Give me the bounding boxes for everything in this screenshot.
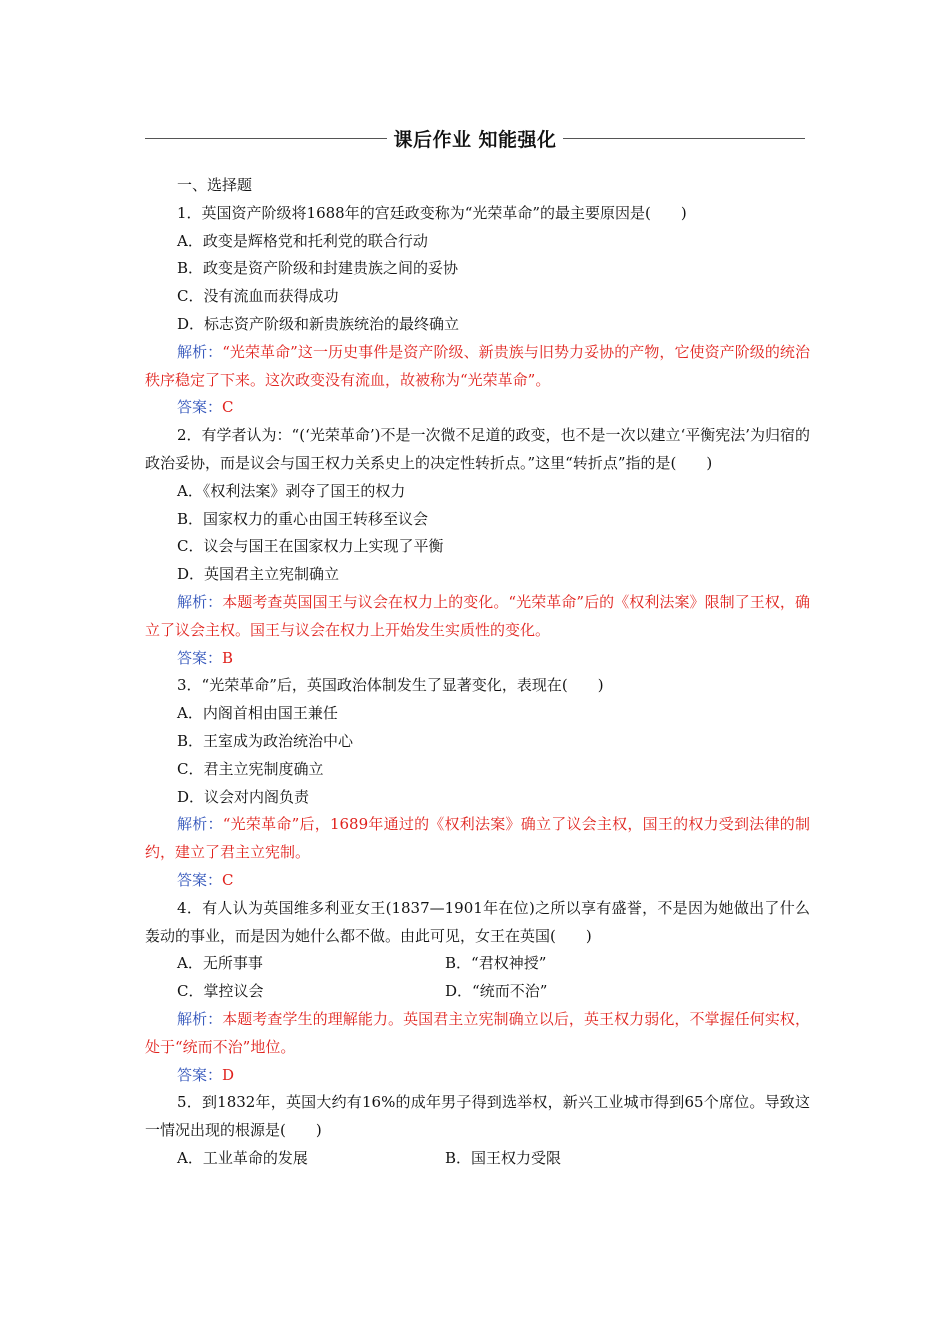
q2-explanation [145, 589, 810, 645]
q2-answer [145, 645, 810, 673]
q2-answer-label: 答案： [177, 648, 223, 667]
q2-option-d: D．英国君主立宪制确立 [177, 565, 340, 584]
q4-option-a: A．无所事事 [177, 954, 263, 973]
q4-stem: 4．有人认为英国维多利亚女王(1837—1901年在位)之所以享有盛誉，不是因为她做出了什么轰动的事业，而是因为她什么都不做。由此可见，女王在英国( ) [145, 898, 810, 945]
q4-explanation-label: 解析： [177, 1009, 223, 1028]
header-rule-right [563, 138, 805, 139]
section-heading: 一、选择题 [177, 176, 253, 194]
q4-answer-value: D [222, 1065, 235, 1084]
q3-explanation-text: “光荣革命”后，1689年通过的《权利法案》确立了议会主权，国王的权力受到法律的制约，建立了君主立宪制。 [145, 815, 810, 862]
q2-option-b: B．国家权力的重心由国王转移至议会 [177, 509, 429, 528]
q2-answer-value: B [222, 648, 234, 667]
header [145, 122, 805, 154]
q1-option-c: C．没有流血而获得成功 [177, 287, 339, 306]
q4-options-row-1 [145, 950, 810, 978]
q5-option-a: A．工业革命的发展 [177, 1148, 308, 1167]
q1-explanation-text: “光荣革命”这一历史事件是资产阶级、新贵族与旧势力妥协的产物，它使资产阶级的统治秩序稳定了下来。这次政变没有流血，故被称为“光荣革命”。 [145, 342, 810, 389]
q1-option-d: D．标志资产阶级和新贵族统治的最终确立 [177, 314, 460, 333]
q2-option-a: A．《权利法案》剥夺了国王的权力 [177, 481, 406, 500]
q3-answer-label: 答案： [177, 870, 223, 889]
q3-option-a: A．内阁首相由国王兼任 [177, 704, 338, 723]
q3-explanation [145, 811, 810, 867]
q2-option-c: C．议会与国王在国家权力上实现了平衡 [177, 537, 444, 556]
q4-option-c: C．掌控议会 [177, 982, 264, 1001]
q3-option-b: B．王室成为政治统治中心 [177, 731, 354, 750]
q1-answer [145, 394, 810, 422]
q4-options-row-2 [145, 978, 810, 1006]
q4-option-d: D．“统而不治” [445, 982, 548, 1001]
q1-stem: 1．英国资产阶级将1688年的宫廷政变称为“光荣革命”的最主要原因是( ) [177, 203, 687, 222]
q1-answer-label: 答案： [177, 398, 223, 417]
q1-explanation-label: 解析： [177, 342, 223, 361]
q4-explanation-text: 本题考查学生的理解能力。英国君主立宪制确立以后，英王权力弱化，不掌握任何实权，处于“统而不治”地位。 [145, 1009, 810, 1056]
q1-option-a: A．政变是辉格党和托利党的联合行动 [177, 231, 428, 250]
q3-option-c: C．君主立宪制度确立 [177, 759, 324, 778]
q1-answer-value: C [222, 398, 234, 417]
q2-stem: 2．有学者认为：“(‘光荣革命’)不是一次微不足道的政变，也不是一次以建立‘平衡宪法’为归宿的政治妥协，而是议会与国王权力关系史上的决定性转折点。”这里“转折点”指的是( ) [145, 426, 810, 472]
q5-options-row-1 [145, 1145, 810, 1173]
q3-answer [145, 867, 810, 895]
q4-answer [145, 1062, 810, 1090]
q2-explanation-text: 本题考查英国国王与议会在权力上的变化。“光荣革命”后的《权利法案》限制了王权，确立了议会主权。国王与议会在权力上开始发生实质性的变化。 [145, 592, 810, 639]
question-list [145, 172, 810, 1173]
page-title: 课后作业 知能强化 [393, 128, 557, 151]
q4-explanation [145, 1006, 810, 1062]
q1-explanation [145, 339, 810, 395]
q4-option-b: B．“君权神授” [445, 954, 547, 973]
q3-option-d: D．议会对内阁负责 [177, 787, 310, 806]
header-rule-left [145, 138, 387, 139]
q4-answer-label: 答案： [177, 1065, 223, 1084]
q5-stem: 5．到1832年，英国大约有16%的成年男子得到选举权，新兴工业城市得到65个席位。导致这一情况出现的根源是( ) [145, 1093, 810, 1140]
q3-answer-value: C [222, 870, 234, 889]
q3-stem: 3．“光荣革命”后，英国政治体制发生了显著变化，表现在( ) [177, 676, 604, 695]
q2-explanation-label: 解析： [177, 592, 223, 611]
q5-option-b: B．国王权力受限 [445, 1148, 562, 1167]
q1-option-b: B．政变是资产阶级和封建贵族之间的妥协 [177, 259, 459, 278]
q3-explanation-label: 解析： [177, 815, 223, 834]
